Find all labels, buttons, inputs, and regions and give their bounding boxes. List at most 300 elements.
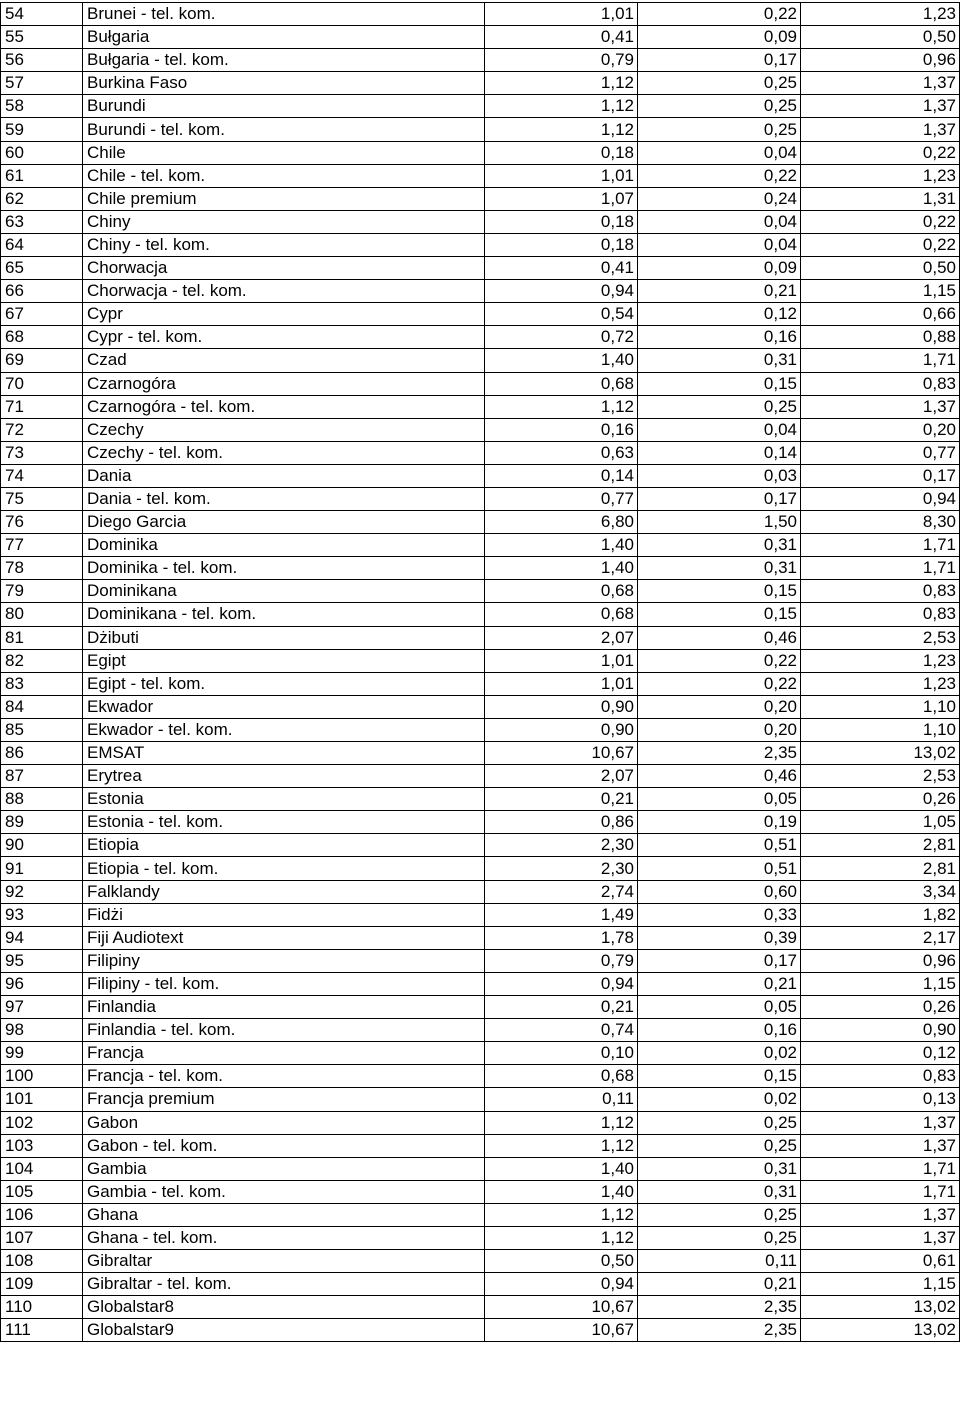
value-1-cell: 0,21: [485, 996, 638, 1019]
value-3-cell: 0,50: [801, 257, 960, 280]
value-1-cell: 1,07: [485, 187, 638, 210]
destination-name-cell: Dominika: [83, 534, 485, 557]
destination-name-cell: Francja: [83, 1042, 485, 1065]
value-3-cell: 1,10: [801, 695, 960, 718]
value-2-cell: 0,31: [638, 349, 801, 372]
table-row: [1, 649, 960, 672]
value-1-cell: 0,68: [485, 603, 638, 626]
value-3-cell: 1,23: [801, 164, 960, 187]
destination-name-cell: Gibraltar - tel. kom.: [83, 1273, 485, 1296]
destination-name-cell: Etiopia - tel. kom.: [83, 857, 485, 880]
table-row: [1, 603, 960, 626]
destination-name-cell: Dżibuti: [83, 626, 485, 649]
value-3-cell: 3,34: [801, 880, 960, 903]
value-3-cell: 1,10: [801, 718, 960, 741]
value-3-cell: 0,61: [801, 1250, 960, 1273]
value-1-cell: 0,72: [485, 326, 638, 349]
row-number-cell: 79: [1, 580, 83, 603]
value-1-cell: 0,41: [485, 26, 638, 49]
table-row: [1, 903, 960, 926]
destination-name-cell: Dominika - tel. kom.: [83, 557, 485, 580]
table-row: [1, 557, 960, 580]
value-3-cell: 1,37: [801, 1111, 960, 1134]
destination-name-cell: Cypr: [83, 303, 485, 326]
value-2-cell: 0,51: [638, 857, 801, 880]
table-row: [1, 1250, 960, 1273]
value-2-cell: 0,04: [638, 233, 801, 256]
table-row: [1, 210, 960, 233]
value-2-cell: 0,25: [638, 118, 801, 141]
value-2-cell: 0,21: [638, 280, 801, 303]
destination-name-cell: Dania - tel. kom.: [83, 487, 485, 510]
row-number-cell: 75: [1, 487, 83, 510]
row-number-cell: 98: [1, 1019, 83, 1042]
value-1-cell: 0,21: [485, 788, 638, 811]
value-3-cell: 0,26: [801, 996, 960, 1019]
row-number-cell: 92: [1, 880, 83, 903]
value-2-cell: 2,35: [638, 742, 801, 765]
row-number-cell: 74: [1, 464, 83, 487]
table-row: [1, 349, 960, 372]
value-3-cell: 0,50: [801, 26, 960, 49]
value-3-cell: 0,13: [801, 1088, 960, 1111]
value-1-cell: 1,40: [485, 557, 638, 580]
row-number-cell: 64: [1, 233, 83, 256]
value-2-cell: 0,04: [638, 418, 801, 441]
destination-name-cell: Brunei - tel. kom.: [83, 3, 485, 26]
value-1-cell: 1,12: [485, 1111, 638, 1134]
destination-name-cell: Burundi: [83, 95, 485, 118]
value-1-cell: 0,54: [485, 303, 638, 326]
destination-name-cell: Gabon: [83, 1111, 485, 1134]
value-1-cell: 0,16: [485, 418, 638, 441]
value-3-cell: 1,37: [801, 118, 960, 141]
destination-name-cell: Chorwacja - tel. kom.: [83, 280, 485, 303]
destination-name-cell: Chorwacja: [83, 257, 485, 280]
value-3-cell: 0,83: [801, 372, 960, 395]
value-3-cell: 0,96: [801, 49, 960, 72]
value-2-cell: 0,31: [638, 1180, 801, 1203]
value-2-cell: 0,02: [638, 1088, 801, 1111]
value-1-cell: 2,74: [485, 880, 638, 903]
value-2-cell: 0,31: [638, 534, 801, 557]
value-3-cell: 1,71: [801, 534, 960, 557]
row-number-cell: 101: [1, 1088, 83, 1111]
table-row: [1, 1319, 960, 1342]
value-2-cell: 0,22: [638, 3, 801, 26]
value-2-cell: 0,25: [638, 95, 801, 118]
value-1-cell: 0,79: [485, 49, 638, 72]
table-row: [1, 1019, 960, 1042]
table-row: [1, 141, 960, 164]
value-3-cell: 1,31: [801, 187, 960, 210]
value-3-cell: 13,02: [801, 1296, 960, 1319]
destination-name-cell: Gambia: [83, 1157, 485, 1180]
value-3-cell: 0,22: [801, 141, 960, 164]
row-number-cell: 71: [1, 395, 83, 418]
value-1-cell: 0,41: [485, 257, 638, 280]
value-2-cell: 0,22: [638, 672, 801, 695]
value-3-cell: 0,83: [801, 1065, 960, 1088]
destination-name-cell: Bułgaria - tel. kom.: [83, 49, 485, 72]
table-row: [1, 1180, 960, 1203]
value-1-cell: 0,50: [485, 1250, 638, 1273]
table-row: [1, 164, 960, 187]
table-row: [1, 72, 960, 95]
table-row: [1, 464, 960, 487]
value-2-cell: 0,04: [638, 141, 801, 164]
value-2-cell: 0,17: [638, 949, 801, 972]
value-2-cell: 0,25: [638, 72, 801, 95]
value-2-cell: 0,17: [638, 49, 801, 72]
value-3-cell: 1,23: [801, 3, 960, 26]
destination-name-cell: Chiny - tel. kom.: [83, 233, 485, 256]
value-2-cell: 0,05: [638, 996, 801, 1019]
value-2-cell: 0,16: [638, 326, 801, 349]
table-row: [1, 95, 960, 118]
table-row: [1, 788, 960, 811]
value-3-cell: 1,82: [801, 903, 960, 926]
value-1-cell: 2,07: [485, 626, 638, 649]
value-3-cell: 0,83: [801, 603, 960, 626]
value-3-cell: 0,17: [801, 464, 960, 487]
row-number-cell: 72: [1, 418, 83, 441]
row-number-cell: 87: [1, 765, 83, 788]
table-row: [1, 949, 960, 972]
row-number-cell: 86: [1, 742, 83, 765]
destination-name-cell: Francja premium: [83, 1088, 485, 1111]
value-2-cell: 0,46: [638, 626, 801, 649]
value-3-cell: 2,53: [801, 765, 960, 788]
destination-name-cell: Bułgaria: [83, 26, 485, 49]
destination-name-cell: Globalstar8: [83, 1296, 485, 1319]
table-row: [1, 395, 960, 418]
destination-name-cell: Dominikana - tel. kom.: [83, 603, 485, 626]
table-row: [1, 880, 960, 903]
table-row: [1, 626, 960, 649]
value-2-cell: 0,25: [638, 395, 801, 418]
destination-name-cell: Egipt - tel. kom.: [83, 672, 485, 695]
value-1-cell: 1,40: [485, 1180, 638, 1203]
table-row: [1, 926, 960, 949]
row-number-cell: 77: [1, 534, 83, 557]
row-number-cell: 103: [1, 1134, 83, 1157]
row-number-cell: 68: [1, 326, 83, 349]
row-number-cell: 106: [1, 1203, 83, 1226]
value-2-cell: 0,16: [638, 1019, 801, 1042]
row-number-cell: 63: [1, 210, 83, 233]
value-3-cell: 13,02: [801, 742, 960, 765]
row-number-cell: 95: [1, 949, 83, 972]
destination-name-cell: Ekwador: [83, 695, 485, 718]
value-2-cell: 0,11: [638, 1250, 801, 1273]
value-3-cell: 0,94: [801, 487, 960, 510]
value-2-cell: 0,15: [638, 603, 801, 626]
value-1-cell: 1,12: [485, 95, 638, 118]
destination-name-cell: Finlandia - tel. kom.: [83, 1019, 485, 1042]
row-number-cell: 84: [1, 695, 83, 718]
value-1-cell: 1,12: [485, 1226, 638, 1249]
value-2-cell: 0,31: [638, 557, 801, 580]
destination-name-cell: Falklandy: [83, 880, 485, 903]
table-row: [1, 765, 960, 788]
destination-name-cell: Gibraltar: [83, 1250, 485, 1273]
destination-name-cell: Chiny: [83, 210, 485, 233]
value-3-cell: 0,83: [801, 580, 960, 603]
value-3-cell: 0,96: [801, 949, 960, 972]
destination-name-cell: Gambia - tel. kom.: [83, 1180, 485, 1203]
value-3-cell: 1,15: [801, 280, 960, 303]
row-number-cell: 89: [1, 811, 83, 834]
table-row: [1, 1273, 960, 1296]
value-2-cell: 0,51: [638, 834, 801, 857]
value-2-cell: 0,60: [638, 880, 801, 903]
destination-name-cell: EMSAT: [83, 742, 485, 765]
destination-name-cell: Burundi - tel. kom.: [83, 118, 485, 141]
row-number-cell: 66: [1, 280, 83, 303]
value-1-cell: 0,94: [485, 972, 638, 995]
value-3-cell: 0,66: [801, 303, 960, 326]
value-1-cell: 1,40: [485, 349, 638, 372]
value-3-cell: 1,23: [801, 649, 960, 672]
value-2-cell: 0,21: [638, 1273, 801, 1296]
destination-name-cell: Chile - tel. kom.: [83, 164, 485, 187]
value-2-cell: 0,22: [638, 164, 801, 187]
destination-name-cell: Czarnogóra: [83, 372, 485, 395]
value-1-cell: 0,79: [485, 949, 638, 972]
row-number-cell: 108: [1, 1250, 83, 1273]
value-2-cell: 0,17: [638, 487, 801, 510]
value-2-cell: 0,14: [638, 441, 801, 464]
value-3-cell: 8,30: [801, 511, 960, 534]
value-1-cell: 0,90: [485, 695, 638, 718]
table-row: [1, 1203, 960, 1226]
row-number-cell: 59: [1, 118, 83, 141]
row-number-cell: 90: [1, 834, 83, 857]
value-2-cell: 0,15: [638, 580, 801, 603]
row-number-cell: 58: [1, 95, 83, 118]
value-1-cell: 1,40: [485, 534, 638, 557]
table-row: [1, 487, 960, 510]
value-3-cell: 1,23: [801, 672, 960, 695]
table-row: [1, 1157, 960, 1180]
table-row: [1, 326, 960, 349]
value-1-cell: 1,01: [485, 649, 638, 672]
destination-name-cell: Ekwador - tel. kom.: [83, 718, 485, 741]
value-2-cell: 0,03: [638, 464, 801, 487]
value-3-cell: 0,22: [801, 210, 960, 233]
value-1-cell: 0,68: [485, 1065, 638, 1088]
value-2-cell: 0,25: [638, 1203, 801, 1226]
row-number-cell: 70: [1, 372, 83, 395]
table-row: [1, 1065, 960, 1088]
row-number-cell: 85: [1, 718, 83, 741]
value-3-cell: 0,20: [801, 418, 960, 441]
value-3-cell: 1,71: [801, 1157, 960, 1180]
table-row: [1, 857, 960, 880]
value-2-cell: 0,24: [638, 187, 801, 210]
destination-name-cell: Filipiny - tel. kom.: [83, 972, 485, 995]
value-3-cell: 1,71: [801, 1180, 960, 1203]
value-1-cell: 0,86: [485, 811, 638, 834]
row-number-cell: 69: [1, 349, 83, 372]
destination-name-cell: Erytrea: [83, 765, 485, 788]
table-row: [1, 695, 960, 718]
value-2-cell: 0,25: [638, 1111, 801, 1134]
row-number-cell: 56: [1, 49, 83, 72]
row-number-cell: 82: [1, 649, 83, 672]
value-1-cell: 0,68: [485, 580, 638, 603]
row-number-cell: 57: [1, 72, 83, 95]
destination-name-cell: Czarnogóra - tel. kom.: [83, 395, 485, 418]
destination-name-cell: Gabon - tel. kom.: [83, 1134, 485, 1157]
destination-name-cell: Ghana - tel. kom.: [83, 1226, 485, 1249]
value-2-cell: 0,15: [638, 372, 801, 395]
row-number-cell: 61: [1, 164, 83, 187]
destination-name-cell: Chile premium: [83, 187, 485, 210]
value-1-cell: 0,94: [485, 1273, 638, 1296]
value-1-cell: 0,18: [485, 233, 638, 256]
destination-name-cell: Chile: [83, 141, 485, 164]
destination-name-cell: Estonia: [83, 788, 485, 811]
destination-name-cell: Filipiny: [83, 949, 485, 972]
table-row: [1, 372, 960, 395]
destination-name-cell: Dania: [83, 464, 485, 487]
destination-name-cell: Fidżi: [83, 903, 485, 926]
table-row: [1, 3, 960, 26]
value-2-cell: 0,46: [638, 765, 801, 788]
table-row: [1, 49, 960, 72]
value-1-cell: 0,10: [485, 1042, 638, 1065]
table-row: [1, 1088, 960, 1111]
table-row: [1, 187, 960, 210]
row-number-cell: 73: [1, 441, 83, 464]
value-3-cell: 13,02: [801, 1319, 960, 1342]
value-2-cell: 0,04: [638, 210, 801, 233]
destination-name-cell: Czechy: [83, 418, 485, 441]
value-3-cell: 1,37: [801, 1134, 960, 1157]
destination-name-cell: Fiji Audiotext: [83, 926, 485, 949]
value-2-cell: 0,39: [638, 926, 801, 949]
value-1-cell: 1,01: [485, 164, 638, 187]
value-1-cell: 1,12: [485, 72, 638, 95]
row-number-cell: 111: [1, 1319, 83, 1342]
table-row: [1, 233, 960, 256]
row-number-cell: 81: [1, 626, 83, 649]
value-1-cell: 2,30: [485, 834, 638, 857]
value-2-cell: 0,25: [638, 1134, 801, 1157]
table-row: [1, 534, 960, 557]
value-3-cell: 0,77: [801, 441, 960, 464]
value-1-cell: 0,18: [485, 210, 638, 233]
destination-name-cell: Czechy - tel. kom.: [83, 441, 485, 464]
row-number-cell: 94: [1, 926, 83, 949]
table-row: [1, 580, 960, 603]
value-3-cell: 1,37: [801, 1203, 960, 1226]
rates-table: [0, 2, 960, 1342]
destination-name-cell: Egipt: [83, 649, 485, 672]
value-2-cell: 0,02: [638, 1042, 801, 1065]
value-3-cell: 1,71: [801, 349, 960, 372]
destination-name-cell: Dominikana: [83, 580, 485, 603]
destination-name-cell: Francja - tel. kom.: [83, 1065, 485, 1088]
value-1-cell: 1,12: [485, 1134, 638, 1157]
table-row: [1, 303, 960, 326]
value-2-cell: 0,15: [638, 1065, 801, 1088]
value-2-cell: 0,09: [638, 257, 801, 280]
row-number-cell: 76: [1, 511, 83, 534]
table-row: [1, 672, 960, 695]
value-1-cell: 1,49: [485, 903, 638, 926]
row-number-cell: 100: [1, 1065, 83, 1088]
table-row: [1, 718, 960, 741]
row-number-cell: 110: [1, 1296, 83, 1319]
table-row: [1, 1111, 960, 1134]
destination-name-cell: Estonia - tel. kom.: [83, 811, 485, 834]
destination-name-cell: Diego Garcia: [83, 511, 485, 534]
table-row: [1, 1226, 960, 1249]
value-1-cell: 1,01: [485, 3, 638, 26]
table-row: [1, 118, 960, 141]
table-row: [1, 257, 960, 280]
row-number-cell: 67: [1, 303, 83, 326]
row-number-cell: 109: [1, 1273, 83, 1296]
row-number-cell: 102: [1, 1111, 83, 1134]
value-2-cell: 0,33: [638, 903, 801, 926]
value-3-cell: 1,15: [801, 972, 960, 995]
value-2-cell: 2,35: [638, 1296, 801, 1319]
row-number-cell: 107: [1, 1226, 83, 1249]
table-row: [1, 742, 960, 765]
value-2-cell: 0,31: [638, 1157, 801, 1180]
table-row: [1, 996, 960, 1019]
value-1-cell: 2,07: [485, 765, 638, 788]
value-2-cell: 0,21: [638, 972, 801, 995]
value-3-cell: 1,37: [801, 1226, 960, 1249]
row-number-cell: 96: [1, 972, 83, 995]
value-1-cell: 0,90: [485, 718, 638, 741]
row-number-cell: 104: [1, 1157, 83, 1180]
value-2-cell: 0,25: [638, 1226, 801, 1249]
table-row: [1, 1042, 960, 1065]
row-number-cell: 88: [1, 788, 83, 811]
destination-name-cell: Etiopia: [83, 834, 485, 857]
value-3-cell: 0,12: [801, 1042, 960, 1065]
row-number-cell: 80: [1, 603, 83, 626]
value-1-cell: 1,78: [485, 926, 638, 949]
value-1-cell: 6,80: [485, 511, 638, 534]
table-row: [1, 441, 960, 464]
value-1-cell: 2,30: [485, 857, 638, 880]
value-1-cell: 10,67: [485, 1296, 638, 1319]
value-1-cell: 1,01: [485, 672, 638, 695]
destination-name-cell: Finlandia: [83, 996, 485, 1019]
value-3-cell: 1,37: [801, 95, 960, 118]
table-row: [1, 972, 960, 995]
value-3-cell: 1,37: [801, 72, 960, 95]
value-3-cell: 2,81: [801, 857, 960, 880]
row-number-cell: 54: [1, 3, 83, 26]
value-3-cell: 2,17: [801, 926, 960, 949]
value-2-cell: 0,05: [638, 788, 801, 811]
row-number-cell: 93: [1, 903, 83, 926]
row-number-cell: 97: [1, 996, 83, 1019]
value-1-cell: 0,68: [485, 372, 638, 395]
value-3-cell: 0,22: [801, 233, 960, 256]
row-number-cell: 83: [1, 672, 83, 695]
value-2-cell: 0,19: [638, 811, 801, 834]
row-number-cell: 99: [1, 1042, 83, 1065]
